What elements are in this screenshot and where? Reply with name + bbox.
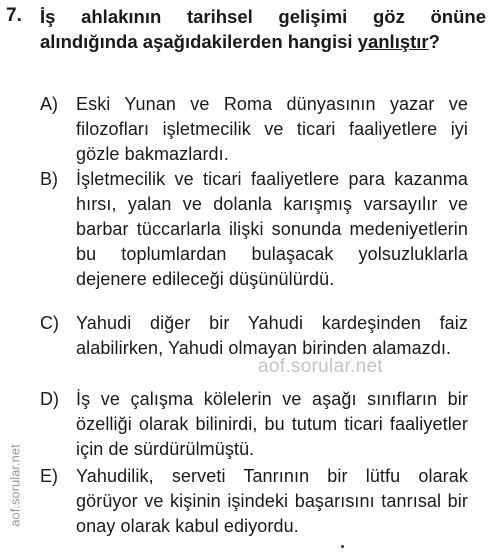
question-number: 7. xyxy=(6,5,22,26)
dot-mark xyxy=(341,545,344,548)
option-b-text: İşletmecilik ve ticari faaliyetlere para kazanma hırsı, yalan ve dolanla karışmış varsayılır ve barbar tüccarlarla ilişki sonunda medeniyetlerin bu toplumlardan bulaşacak yolsuzluklarla dejenere edileceği düşünülürdü. xyxy=(76,169,468,289)
option-d-text: İş ve çalışma kölelerin ve aşağı sınıfların bir özelliği olarak bilinirdi, bu tutum ticari faaliyetler için de sürdürülmüştü. xyxy=(76,389,468,459)
option-e-letter: E) xyxy=(40,466,58,486)
watermark-side: aof.sorular.net xyxy=(7,444,23,527)
option-c-letter: C) xyxy=(40,313,59,333)
option-d-letter: D) xyxy=(40,389,59,409)
question-stem-emphasis: yanlıştır xyxy=(357,31,429,52)
question-stem-end: ? xyxy=(428,31,440,52)
option-c-text: Yahudi diğer bir Yahudi kardeşinden faiz alabilirken, Yahudi olmayan birinden alamazdı. xyxy=(76,313,468,358)
option-b-letter: B) xyxy=(40,169,58,189)
watermark-center: aof.sorular.net xyxy=(258,356,383,377)
option-e-text: Yahudilik, serveti Tanrının bir lütfu olarak görüyor ve kişinin işindeki başarısını tanrısal bir onay olarak kabul ediyordu. xyxy=(76,466,468,536)
question-stem xyxy=(40,4,486,54)
question-stem-text: İş ahlakının tarihsel gelişimi göz önüne alındığında aşağıdakilerden hangisi xyxy=(40,6,486,52)
option-a-text: Eski Yunan ve Roma dünyasının yazar ve filozofları işletmecilik ve ticari faaliyetlere iyi gözle bakmazlardı. xyxy=(76,94,468,164)
option-a-letter: A) xyxy=(40,94,58,114)
